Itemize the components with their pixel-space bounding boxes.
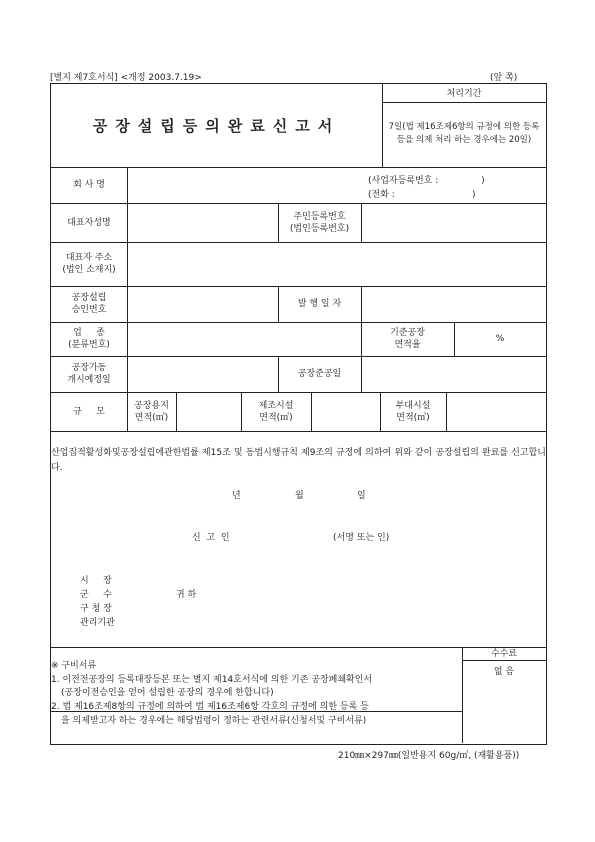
required-document-2-note: 을 의제받고자 하는 경우에는 해당법령이 정하는 관련서류(신청서및 구비서류) xyxy=(61,716,367,726)
manufacturing-area-label: 제조시설 면적(㎡) xyxy=(258,400,294,423)
recipient-honorific: 귀 하 xyxy=(176,590,197,600)
completion-date-label: 공장준공일 xyxy=(297,369,342,379)
page-side-label: (앞 쪽) xyxy=(490,73,518,83)
site-area-label: 공장용지 면적(㎡) xyxy=(134,400,169,423)
form-id: [별지 제7호서식] <개정 2003.7.19> xyxy=(50,73,202,83)
processing-period-detail: 7일(법 제16조제6항의 규정에 의한 등록 등을 의제 처리 하는 경우에는 20일) xyxy=(388,122,540,145)
declaration-statement: 산업집적활성화및공장설립에관한법률 제15조 및 동법시행규칙 제9조의 규정에 의하여 위와 같이 공장설립의 완료를 신고합니다. xyxy=(51,448,546,473)
required-document-1: 1. 이전전공장의 등록대장등본 또는 별지 제14호서식에 의한 기존 공장폐쇄확인서 xyxy=(51,675,373,685)
reporter-label: 신 고 인 xyxy=(192,533,230,543)
company-name-label: 회 사 명 xyxy=(73,180,105,190)
date-month: 월 xyxy=(295,491,304,501)
date-day: 일 xyxy=(357,491,366,501)
recipient-mayor: 시 장 xyxy=(80,576,112,586)
phone-number: (전화 : ) xyxy=(368,190,476,200)
report-form xyxy=(50,83,547,745)
operation-start-label: 공장가동 개시예정일 xyxy=(67,363,111,385)
scale-label: 규 모 xyxy=(73,406,105,417)
recipient-management-agency: 관리기관 xyxy=(80,618,115,628)
required-document-2: 2. 법 제16조제8항의 규정에 의하여 법 제16조제6항 각호의 규정에 의한 등록 등 xyxy=(51,702,369,712)
auxiliary-area-label: 부대시설 면적(㎡) xyxy=(395,400,431,423)
business-registration-number: (사업자등록번호 : ) xyxy=(368,176,485,186)
form-title: 공장설립등의완료신고서 xyxy=(92,116,341,135)
required-documents-heading: ※ 구비서류 xyxy=(51,661,97,671)
date-year: 년 xyxy=(232,491,241,501)
signature-instruction: (서명 또는 인) xyxy=(333,533,390,543)
representative-name-label: 대표자성명 xyxy=(67,217,111,228)
fee-label: 수수료 xyxy=(490,648,518,659)
recipient-district-head: 구 청 장 xyxy=(80,604,112,614)
industry-label: 업 종 (분류번호) xyxy=(68,328,110,350)
paper-spec: 210㎜×297㎜(일반용지 60g/㎡, (재활용품)) xyxy=(338,751,520,761)
approval-number-label: 공장설립 승인번호 xyxy=(71,293,107,315)
area-ratio-label: 기준공장 면적율 xyxy=(390,328,425,350)
recipient-county-head: 군 수 xyxy=(80,590,112,600)
representative-address-label: 대표자 주소 (법인 소재지) xyxy=(62,253,116,275)
area-ratio-unit: % xyxy=(495,334,505,344)
issue-date-label: 발 행 일 자 xyxy=(297,299,342,309)
fee-value: 없 음 xyxy=(493,667,515,677)
required-document-1-note: (공장이전승인을 얻어 설립한 공장의 경우에 한합니다) xyxy=(61,688,274,698)
resident-number-label: 주민등록번호 (법인등록번호) xyxy=(289,211,350,234)
processing-period-heading: 처리기간 xyxy=(446,89,482,99)
